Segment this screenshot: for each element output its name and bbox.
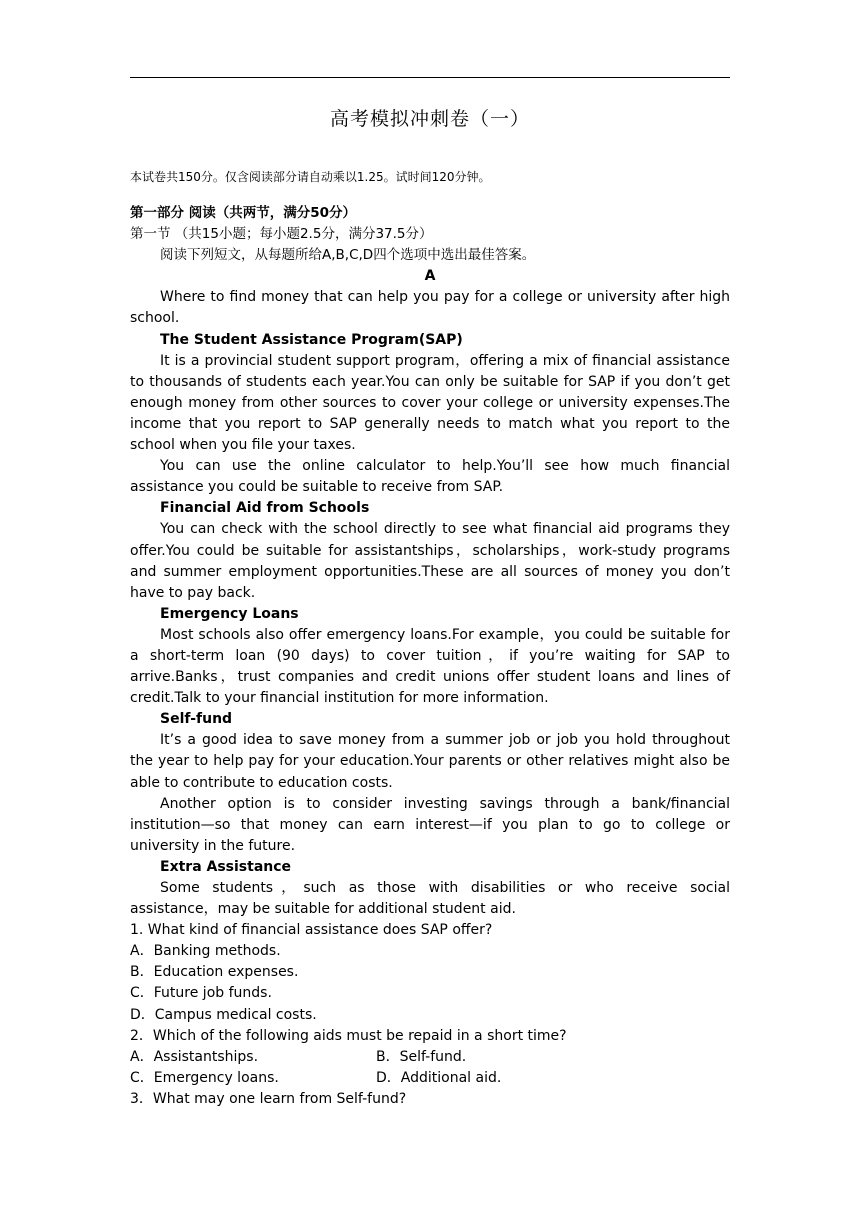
paragraph: Some students，such as those with disabilities or who receive social assistance，may be suitable for additional student aid. [130, 880, 730, 918]
question-2-option-b: B．Self-fund. [376, 1048, 467, 1065]
page-title: 高考模拟冲刺卷（一） [329, 108, 530, 130]
paragraph: It’s a good idea to save money from a summer job or job you hold throughout the year to help pay for your education.Your parents or other relatives might also be able to contribute to education costs. [130, 732, 730, 791]
exam-note: 本试卷共150分。仅含阅读部分请自动乘以1.25。试时间120分钟。 [130, 170, 491, 184]
question-1-option-b: B．Education expenses. [130, 964, 299, 981]
question-2-options-row-2 [130, 1068, 730, 1089]
section-heading: 第一节 （共15小题；每小题2.5分，满分37.5分） [130, 226, 433, 243]
section-heading-financial-aid: Financial Aid from Schools [160, 500, 370, 517]
paragraph: You can use the online calculator to help.You’ll see how much financial assistance you could be suitable to receive from SAP. [130, 458, 730, 496]
question-2-options-row-1 [130, 1047, 730, 1068]
paragraph: It is a provincial student support program，offering a mix of financial assistance to thousands of students each year.You can only be suitable for SAP if you don’t get enough money from other sources to cover your college or university expenses.The income that you report to SAP generally needs to match what you report to the school when you file your taxes. [130, 352, 730, 454]
question-2-option-d: D．Additional aid. [376, 1069, 502, 1086]
section-heading-self-fund: Self-fund [160, 711, 233, 728]
question-1-option-c: C．Future job funds. [130, 985, 272, 1002]
part-heading: 第一部分 阅读（共两节，满分50分） [130, 205, 356, 221]
question-2-option-c: C．Emergency loans. [130, 1069, 279, 1086]
paragraph: Another option is to consider investing savings through a bank/financial institution—so that money can earn interest—if you plan to go to college or university in the future. [130, 795, 730, 854]
section-heading-emergency-loans: Emergency Loans [160, 605, 299, 622]
section-heading-sap: The Student Assistance Program(SAP) [160, 331, 463, 348]
passage-label: A [424, 268, 436, 285]
section-heading-extra-assistance: Extra Assistance [160, 858, 292, 875]
instruction: 阅读下列短文，从每题所给A,B,C,D四个选项中选出最佳答案。 [160, 247, 536, 264]
passage-intro: Where to find money that can help you pay for a college or university after high school. [130, 289, 730, 327]
question-3-stem: 3．What may one learn from Self-fund? [130, 1090, 407, 1107]
exam-body [130, 203, 730, 1110]
header-rule [130, 77, 730, 78]
question-2-stem: 2．Which of the following aids must be repaid in a short time? [130, 1027, 567, 1044]
question-1-option-a: A．Banking methods. [130, 943, 281, 960]
question-1-stem: 1. What kind of financial assistance does SAP offer? [130, 922, 493, 939]
question-2-option-a: A．Assistantships. [130, 1048, 259, 1065]
question-1-option-d: D．Campus medical costs. [130, 1006, 317, 1023]
paragraph: You can check with the school directly to see what financial aid programs they offer.You could be suitable for assistantships，scholarships，work-study programs and summer employment opportunities.These are all sources of money you don’t have to pay back. [130, 521, 730, 601]
paragraph: Most schools also offer emergency loans.For example，you could be suitable for a short-term loan (90 days) to cover tuition，if you’re waiting for SAP to arrive.Banks，trust companies and credit unions offer student loans and lines of credit.Talk to your financial institution for more information. [130, 626, 730, 707]
